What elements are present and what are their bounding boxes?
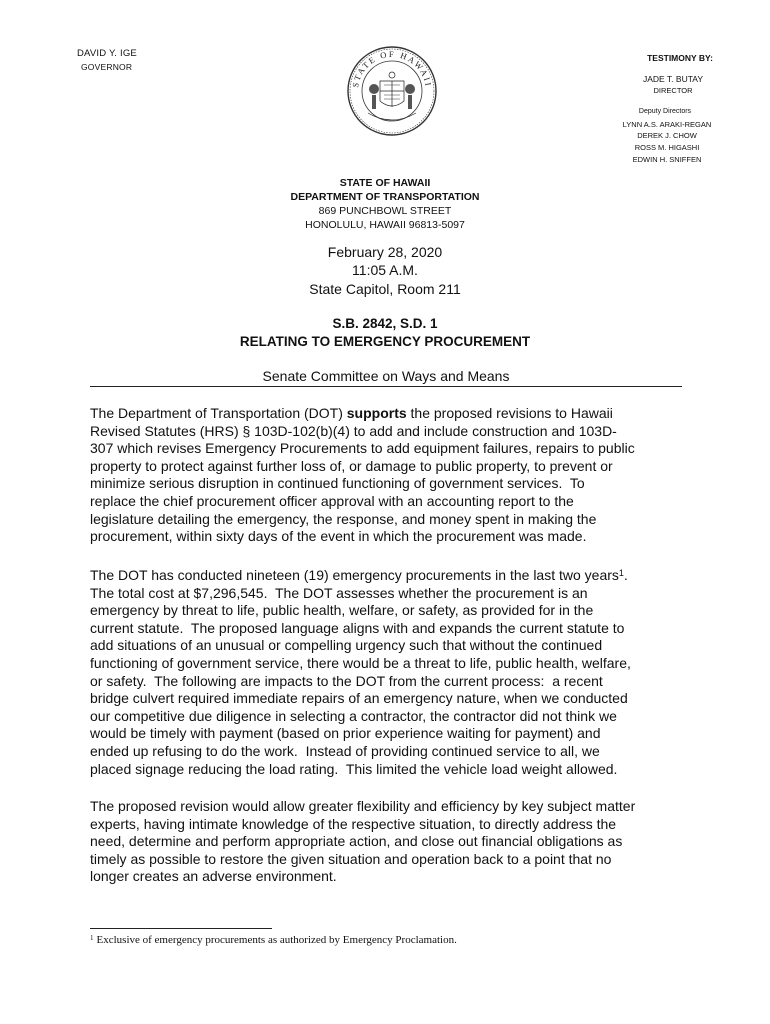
footnote-divider xyxy=(90,928,272,929)
text-span: The Department of Transportation (DOT) xyxy=(90,405,347,421)
governor-name: DAVID Y. IGE xyxy=(77,48,137,59)
paragraph-line: emergency by threat to life, public health, welfare, or safety, as provided for in the xyxy=(90,602,594,619)
paragraph-line: ended up refusing to do the work. Instead of providing continued service to all, we xyxy=(90,742,600,759)
paragraph-line: or safety. The following are impacts to the DOT from the current process: a recent xyxy=(90,672,603,689)
testimony-by-label: TESTIMONY BY: xyxy=(647,53,713,63)
footnote xyxy=(90,934,457,946)
paragraph-line: current statute. The proposed language aligns with and expands the current statute to xyxy=(90,619,625,636)
director-title: DIRECTOR xyxy=(653,86,693,95)
state-name: STATE OF HAWAII xyxy=(339,177,431,189)
department-city: HONOLULU, HAWAII 96813-5097 xyxy=(305,219,465,231)
state-seal-icon xyxy=(346,45,438,137)
paragraph-line: longer creates an adverse environment. xyxy=(90,868,337,885)
paragraph-line: bridge culvert required immediate repairs of an emergency nature, when we conducted xyxy=(90,690,628,707)
deputy-director-name: EDWIN H. SNIFFEN xyxy=(632,155,702,164)
footnote-reference[interactable]: 1 xyxy=(618,568,624,578)
body-paragraph-1 xyxy=(90,405,690,546)
paragraph-line: replace the chief procurement officer approval with an accounting report to the xyxy=(90,492,574,509)
department-name: DEPARTMENT OF TRANSPORTATION xyxy=(290,191,480,203)
text-span: . xyxy=(623,567,628,583)
department-street: 869 PUNCHBOWL STREET xyxy=(318,205,452,217)
paragraph-line: add situations of an unusual or compelling urgency such that without the continued xyxy=(90,637,603,654)
paragraph-line: property to protect against further loss of, or damage to public property, to prevent or xyxy=(90,457,613,474)
deputy-directors-label: Deputy Directors xyxy=(638,108,692,115)
emphasis-supports: supports xyxy=(346,405,407,421)
governor-title: GOVERNOR xyxy=(81,62,133,72)
deputy-director-name: ROSS M. HIGASHI xyxy=(634,143,700,152)
paragraph-line: experts, having intimate knowledge of the respective situation, to directly address the xyxy=(90,815,617,832)
paragraph-line: our competitive due diligence in selecting a contractor, the contractor did not think we xyxy=(90,707,617,724)
footnote-text: Exclusive of emergency procurements as authorized by Emergency Proclamation. xyxy=(96,934,457,946)
text-span: The DOT has conducted nineteen (19) emergency procurements in the last two years xyxy=(90,567,619,583)
body-paragraph-3 xyxy=(90,798,690,886)
paragraph-line: Revised Statutes (HRS) § 103D-102(b)(4) to add and include construction and 103D- xyxy=(90,422,617,439)
footnote-marker: 1 xyxy=(90,934,94,942)
paragraph-line: The proposed revision would allow greater flexibility and efficiency by key subject matter xyxy=(90,798,636,814)
paragraph-line xyxy=(90,567,690,585)
hearing-location: State Capitol, Room 211 xyxy=(309,281,461,297)
deputy-director-name: DEREK J. CHOW xyxy=(637,131,697,140)
deputy-director-name: LYNN A.S. ARAKI-REGAN xyxy=(622,120,712,129)
paragraph-line: timely as possible to restore the given situation and operation back to a point that no xyxy=(90,850,612,867)
paragraph-line: minimize serious disruption in continued functioning of government services. To xyxy=(90,475,585,492)
hearing-time: 11:05 A.M. xyxy=(352,262,418,278)
paragraph-line: placed signage reducing the load rating. This limited the vehicle load weight allowed. xyxy=(90,760,618,777)
paragraph-line: legislature detailing the emergency, the response, and money spent in making the xyxy=(90,510,597,527)
paragraph-line: procurement, within sixty days of the event in which the procurement was made. xyxy=(90,528,587,545)
bill-title: RELATING TO EMERGENCY PROCUREMENT xyxy=(239,334,531,349)
paragraph-line: functioning of government service, there would be a threat to life, public health, welfare, xyxy=(90,654,631,671)
text-span: the proposed revisions to Hawaii xyxy=(406,405,613,421)
svg-text:STATE OF HAWAII: STATE OF HAWAII xyxy=(350,48,434,89)
director-name: JADE T. BUTAY xyxy=(643,74,703,84)
paragraph-line: The total cost at $7,296,545. The DOT assesses whether the procurement is an xyxy=(90,584,588,601)
hearing-date: February 28, 2020 xyxy=(327,244,443,260)
paragraph-line: 307 which revises Emergency Procurements to add equipment failures, repairs to public xyxy=(90,440,635,457)
paragraph-line: need, determine and perform appropriate action, and close out financial obligations as xyxy=(90,833,623,850)
committee-name: Senate Committee on Ways and Means xyxy=(90,368,682,387)
body-paragraph-2 xyxy=(90,567,690,778)
paragraph-line xyxy=(90,405,690,423)
paragraph-line: would be timely with payment (based on prior experience waiting for payment) and xyxy=(90,725,601,742)
bill-number: S.B. 2842, S.D. 1 xyxy=(332,316,438,331)
